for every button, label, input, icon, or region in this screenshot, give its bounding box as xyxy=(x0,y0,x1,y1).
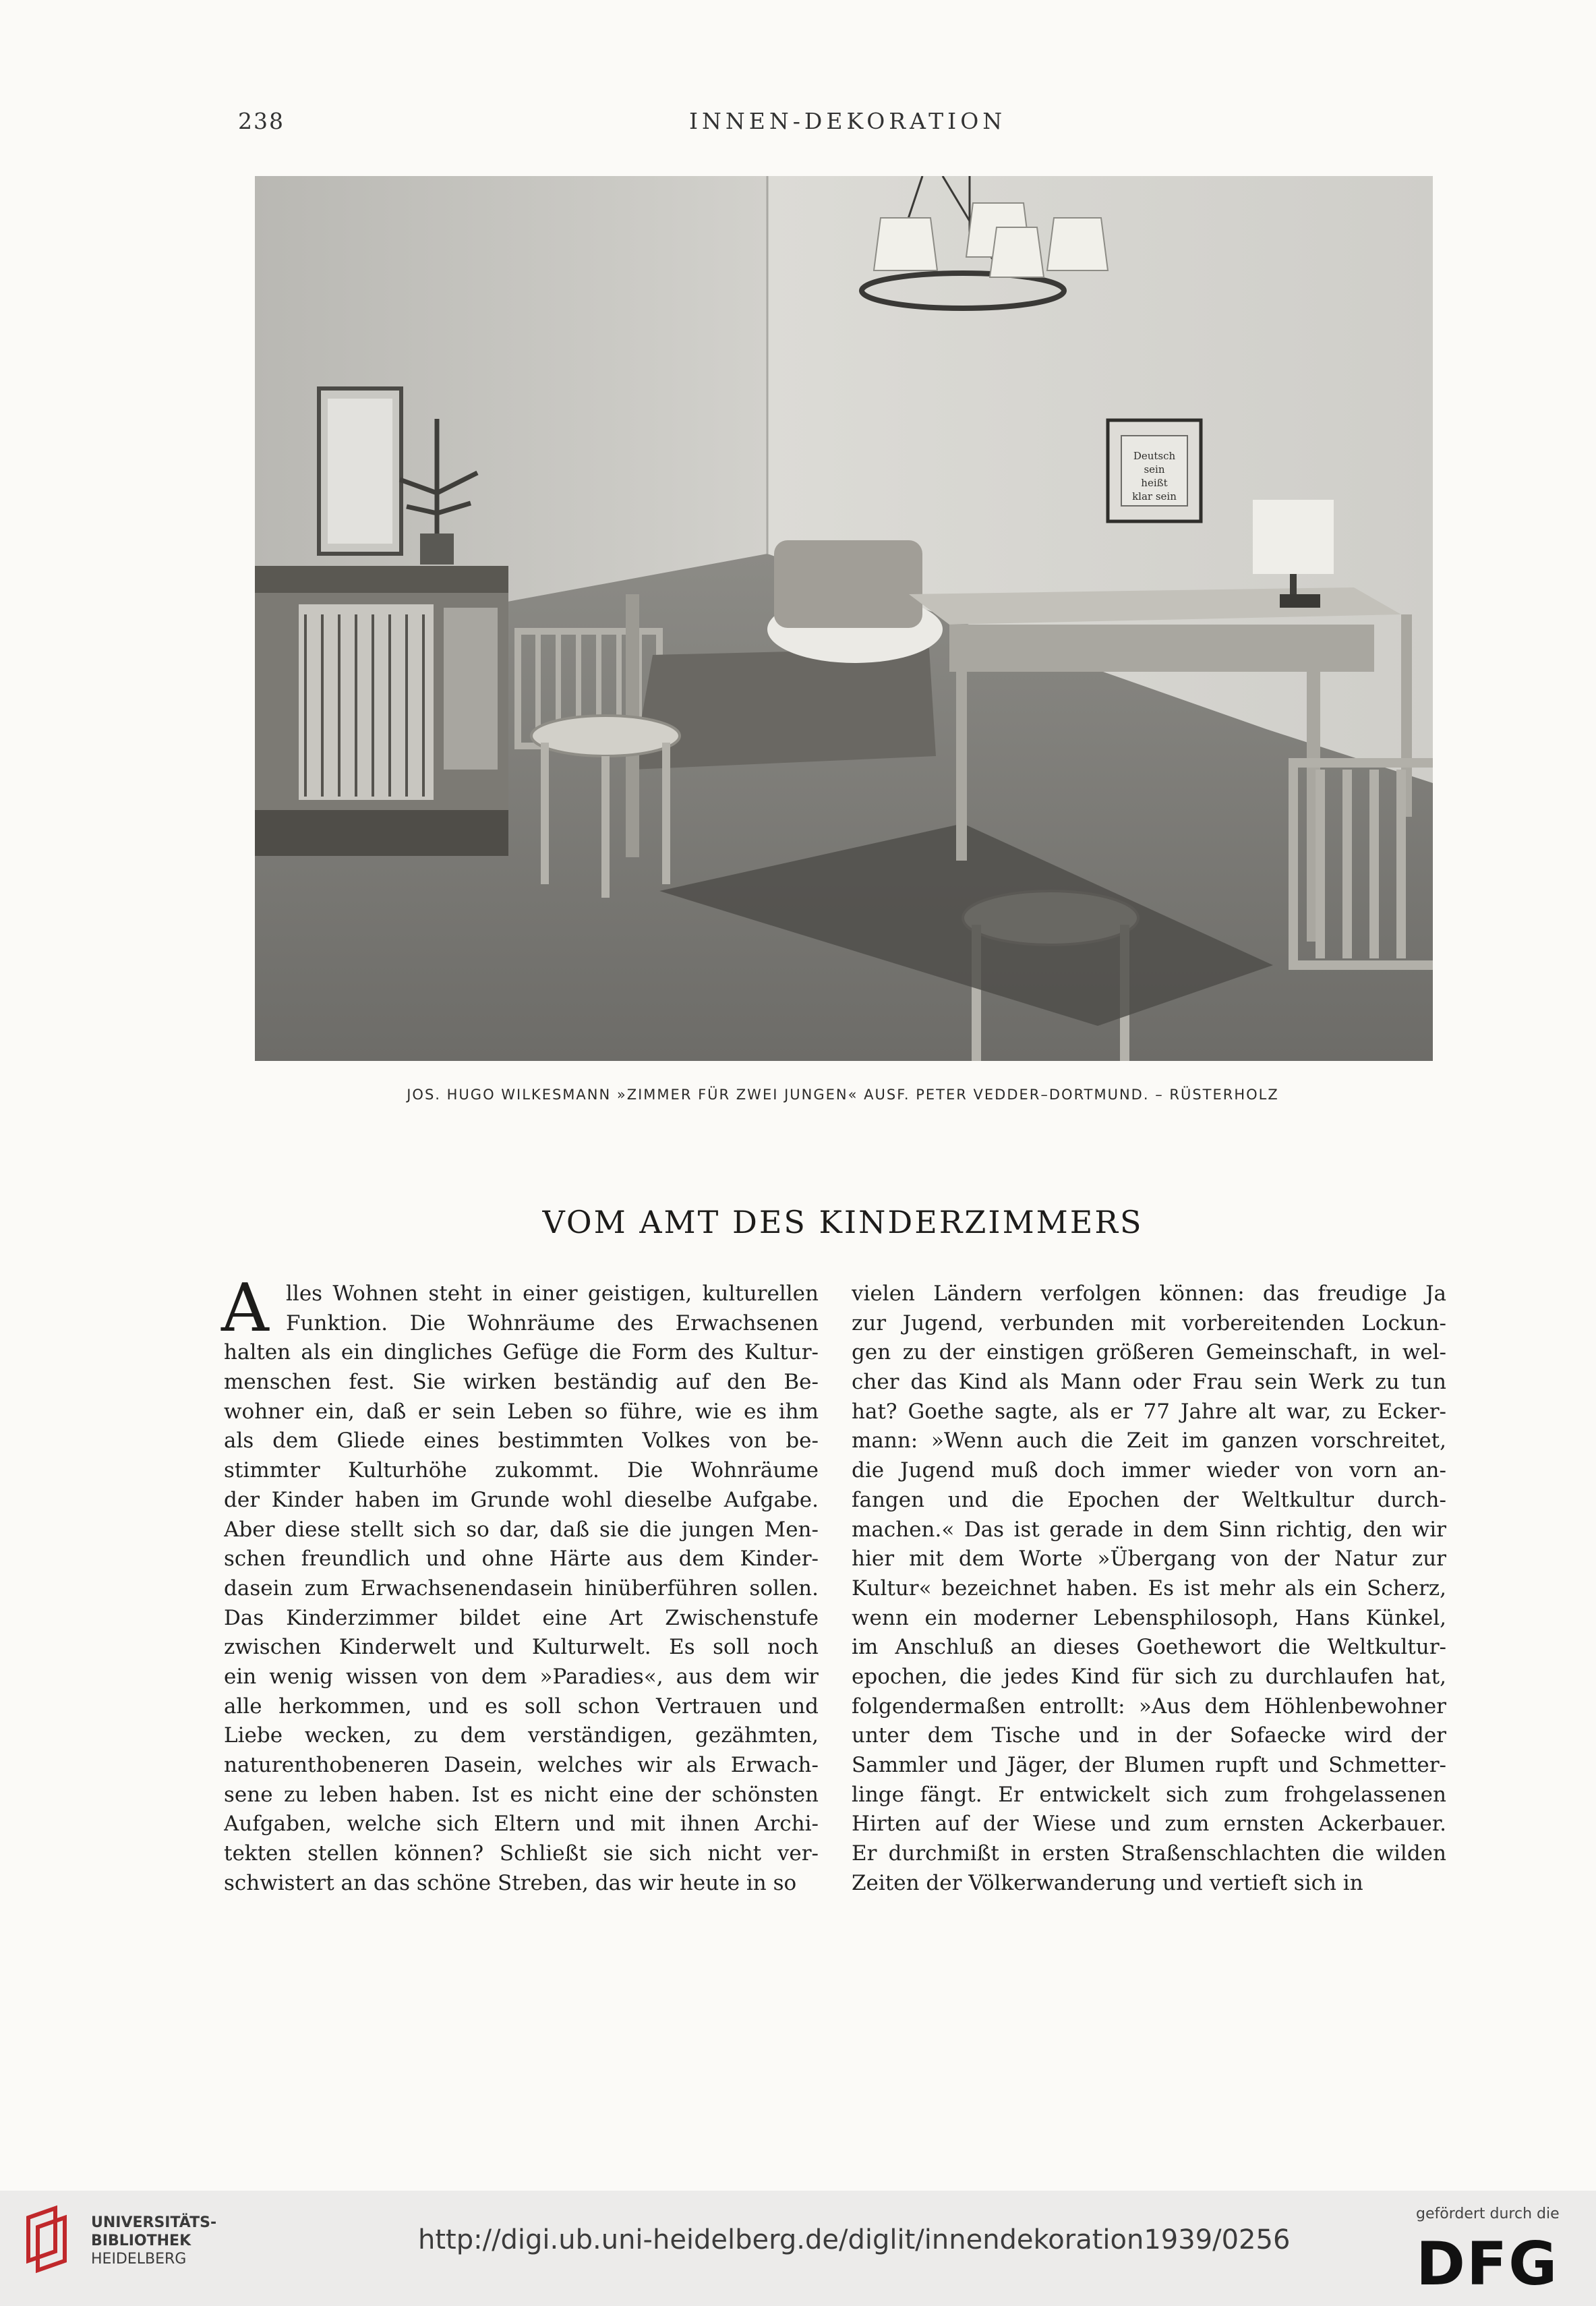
body-column-right xyxy=(852,1279,1446,1898)
text-line: machen.« Das ist gerade in dem Sinn richtig, den wir xyxy=(852,1517,1446,1542)
text-line: stimmter Kulturhöhe zukommt. Die Wohnräume xyxy=(224,1458,819,1483)
library-name xyxy=(91,2214,216,2268)
text-line: mann: »Wenn auch die Zeit im ganzen vorschreitet, xyxy=(852,1429,1446,1453)
text-line: Funktion. Die Wohnräume des Erwachsenen xyxy=(286,1310,819,1335)
text-line: wohner ein, daß er sein Leben so führe, wie es ihm xyxy=(224,1399,819,1424)
framed-picture-text: Deutsch xyxy=(1133,450,1176,462)
text-line: Aufgaben, welche sich Eltern und mit ihnen Archi- xyxy=(224,1812,819,1837)
library-name-line: HEIDELBERG xyxy=(91,2251,187,2268)
text-line: Kultur« bezeichnet haben. Es ist mehr als ein Scherz, xyxy=(852,1576,1446,1601)
text-line: zwischen Kinderwelt und Kulturwelt. Es soll noch xyxy=(224,1635,819,1660)
permalink-url[interactable]: http://digi.ub.uni-heidelberg.de/diglit/innendekoration1939/0256 xyxy=(418,2224,1291,2255)
article-title: VOM AMT DES KINDERZIMMERS xyxy=(542,1204,1144,1240)
text-line: sene zu leben haben. Ist es nicht eine der schönsten xyxy=(224,1782,819,1807)
text-line: halten als ein dingliches Gefüge die Form des Kultur- xyxy=(224,1340,819,1365)
text-line: im Anschluß an dieses Goethewort die Weltkultur- xyxy=(852,1635,1446,1660)
text-line: Liebe wecken, zu dem verständigen, gezähmten, xyxy=(224,1723,819,1748)
text-line: schwistert an das schöne Streben, das wir heute in so xyxy=(224,1870,797,1895)
text-line: wenn ein moderner Lebensphilosoph, Hans Künkel, xyxy=(852,1605,1446,1630)
text-line: hat? Goethe sagte, als er 77 Jahre alt war, zu Ecker- xyxy=(852,1399,1446,1424)
svg-text:heißt: heißt xyxy=(1141,477,1168,489)
text-line: cher das Kind als Mann oder Frau sein Werk zu tun xyxy=(852,1370,1446,1395)
room-photograph xyxy=(255,176,1433,1061)
text-line: folgendermaßen entrollt: »Aus dem Höhlenbewohner xyxy=(852,1694,1446,1719)
text-line: vielen Ländern verfolgen können: das freudige Ja xyxy=(852,1281,1446,1306)
text-line: menschen fest. Sie wirken beständig auf den Be- xyxy=(224,1370,819,1395)
text-line: der Kinder haben im Grunde wohl dieselbe Aufgabe. xyxy=(224,1487,819,1512)
text-line: linge fängt. Er entwickelt sich zum frohgelassenen xyxy=(852,1782,1446,1807)
text-line: tekten stellen können? Schließt sie sich nicht ver- xyxy=(224,1841,819,1866)
text-line: ein wenig wissen von dem »Paradies«, aus dem wir xyxy=(224,1664,819,1689)
svg-text:sein: sein xyxy=(1144,463,1165,475)
text-line: zur Jugend, verbunden mit vorbereitenden Lockun- xyxy=(852,1310,1446,1335)
text-line: Aber diese stellt sich so dar, daß sie die jungen Men- xyxy=(224,1517,819,1542)
text-line: Er durchmißt in ersten Straßenschlachten die wilden xyxy=(852,1841,1446,1866)
text-line: dasein zum Erwachsenendasein hinüberführen sollen. xyxy=(224,1576,819,1601)
text-line: Hirten auf der Wiese und zum ernsten Ackerbauer. xyxy=(852,1812,1446,1837)
text-line: hier mit dem Worte »Übergang von der Natur zur xyxy=(852,1547,1446,1572)
dfg-logo[interactable]: DFG xyxy=(1416,2229,1559,2299)
text-line: lles Wohnen steht in einer geistigen, kulturellen xyxy=(286,1281,819,1306)
bookcase xyxy=(255,566,508,856)
text-line: gen zu der einstigen größeren Gemeinschaft, in wel- xyxy=(852,1340,1446,1365)
text-line: epochen, die jedes Kind für sich zu durchlaufen hat, xyxy=(852,1664,1446,1689)
running-title: INNEN-DEKORATION xyxy=(689,108,1007,134)
page-number: 238 xyxy=(238,108,285,134)
text-line: fangen und die Epochen der Weltkultur durch- xyxy=(852,1487,1446,1512)
text-line: alle herkommen, und es soll schon Vertrauen und xyxy=(224,1694,819,1719)
text-line: als dem Gliede eines bestimmten Volkes von be- xyxy=(224,1429,819,1453)
dropcap: A xyxy=(221,1270,269,1347)
university-library-logo-icon[interactable] xyxy=(15,2204,82,2281)
text-line: Das Kinderzimmer bildet eine Art Zwischenstufe xyxy=(224,1605,819,1630)
text-line: Zeiten der Völkerwanderung und vertieft sich in xyxy=(852,1870,1363,1895)
text-line: naturenthobeneren Dasein, welches wir als Erwach- xyxy=(224,1753,819,1777)
text-line: unter dem Tische und in der Sofaecke wird der xyxy=(852,1723,1446,1748)
text-line: schen freundlich und ohne Härte aus dem Kinder- xyxy=(224,1547,819,1572)
library-name-line: BIBLIOTHEK xyxy=(91,2232,191,2249)
svg-text:klar sein: klar sein xyxy=(1132,490,1177,502)
text-line: die Jugend muß doch immer wieder von vorn an- xyxy=(852,1458,1446,1483)
body-column-left xyxy=(221,1270,819,1898)
library-name-line: UNIVERSITÄTS- xyxy=(91,2214,217,2231)
text-line: Sammler und Jäger, der Blumen rupft und Schmetter- xyxy=(852,1753,1446,1777)
photo-caption: JOS. HUGO WILKESMANN »ZIMMER FÜR ZWEI JUNGEN« AUSF. PETER VEDDER–DORTMUND. – RÜSTERHOLZ xyxy=(407,1087,1279,1103)
funded-by-label: gefördert durch die xyxy=(1416,2206,1560,2222)
